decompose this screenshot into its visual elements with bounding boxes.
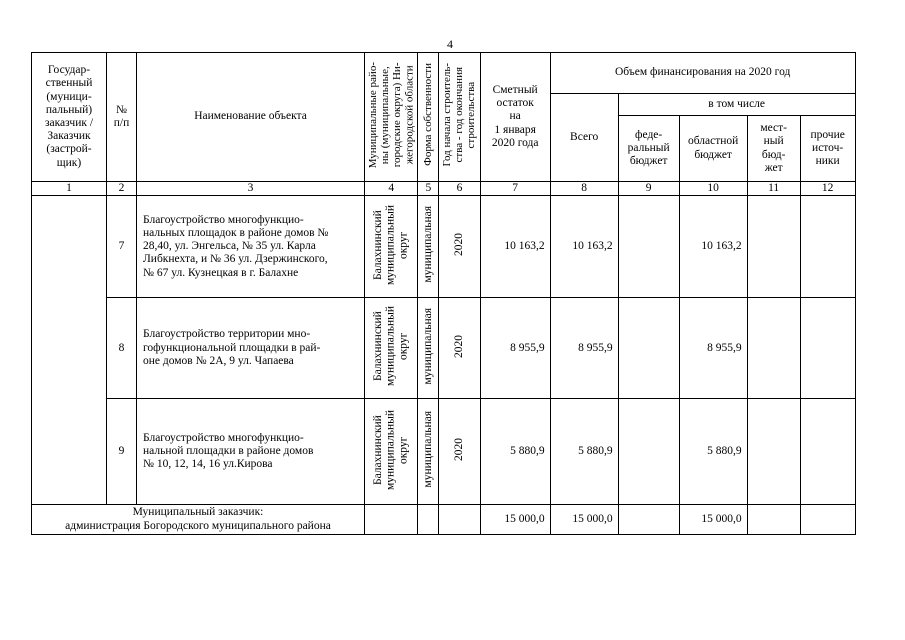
table-row <box>32 399 856 505</box>
federal-value <box>618 196 679 298</box>
year-text: 2020 <box>453 438 466 462</box>
header-balance: Сметный остаток на 1 января 2020 года <box>480 53 550 182</box>
header-years: Год начала строитель- ства - год окончания строительства <box>441 63 478 167</box>
column-number: 1 <box>32 182 107 196</box>
header-customer: Государ- ственный (муници- пальный) заказчик / Заказчик (застрой- щик) <box>32 53 107 182</box>
header-ownership-cell <box>418 53 439 182</box>
object-name: Благоустройство многофункцио- нальной площадки в районе домов № 10, 12, 14, 16 ул.Кирова <box>137 399 365 505</box>
header-row-1 <box>32 53 856 94</box>
column-number: 3 <box>137 182 365 196</box>
local-value <box>747 196 800 298</box>
summary-federal <box>618 505 679 535</box>
header-district-cell <box>365 53 418 182</box>
header-financing: Объем финансирования на 2020 год <box>550 53 855 94</box>
summary-balance: 15 000,0 <box>480 505 550 535</box>
table-row <box>32 298 856 399</box>
column-number: 10 <box>679 182 747 196</box>
year-text: 2020 <box>453 334 466 358</box>
summary-customer: Муниципальный заказчик: администрация Богородского муниципального района <box>32 505 365 535</box>
header-federal: феде- ральный бюджет <box>618 116 679 182</box>
federal-value <box>618 399 679 505</box>
other-value <box>800 399 855 505</box>
column-number: 4 <box>365 182 418 196</box>
header-total: Всего <box>550 94 618 182</box>
page-number: 4 <box>447 37 453 51</box>
district-cell <box>365 298 418 399</box>
summary-total: 15 000,0 <box>550 505 618 535</box>
district-text: Балахнинский муниципальный округ <box>372 204 410 285</box>
header-ownership: Форма собственности <box>422 63 435 167</box>
year-text: 2020 <box>453 233 466 257</box>
column-number: 6 <box>439 182 480 196</box>
regional-value: 5 880,9 <box>679 399 747 505</box>
ownership-text: муниципальная <box>422 307 435 385</box>
header-district: Муниципальные райо- ны (муниципальные, городские округа) Ни- жегородской области <box>367 61 416 169</box>
column-number: 2 <box>107 182 137 196</box>
header-local: мест- ный бюд- жет <box>747 116 800 182</box>
year-cell <box>439 399 480 505</box>
ownership-cell <box>418 196 439 298</box>
row-number: 7 <box>107 196 137 298</box>
ownership-text: муниципальная <box>422 411 435 488</box>
other-value <box>800 298 855 399</box>
header-other: прочие источ- ники <box>800 116 855 182</box>
ownership-cell <box>418 399 439 505</box>
balance-value: 8 955,9 <box>480 298 550 399</box>
customer-empty-cell <box>32 196 107 505</box>
column-number: 9 <box>618 182 679 196</box>
regional-value: 10 163,2 <box>679 196 747 298</box>
regional-value: 8 955,9 <box>679 298 747 399</box>
district-cell <box>365 399 418 505</box>
district-text: Балахнинский муниципальный округ <box>372 409 410 490</box>
column-number: 5 <box>418 182 439 196</box>
row-number: 8 <box>107 298 137 399</box>
header-regional: областной бюджет <box>679 116 747 182</box>
column-number: 7 <box>480 182 550 196</box>
local-value <box>747 298 800 399</box>
total-value: 8 955,9 <box>550 298 618 399</box>
other-value <box>800 196 855 298</box>
total-value: 5 880,9 <box>550 399 618 505</box>
district-text: Балахнинский муниципальный округ <box>372 306 410 387</box>
row-number: 9 <box>107 399 137 505</box>
ownership-text: муниципальная <box>422 206 435 283</box>
district-cell <box>365 196 418 298</box>
year-cell <box>439 196 480 298</box>
summary-empty-cell <box>439 505 480 535</box>
column-number: 12 <box>800 182 855 196</box>
summary-other <box>800 505 855 535</box>
header-years-cell <box>439 53 480 182</box>
header-including: в том числе <box>618 94 855 116</box>
object-name: Благоустройство территории мно- гофункциональной площадки в рай- оне домов № 2А, 9 ул. Чапаева <box>137 298 365 399</box>
object-name: Благоустройство многофункцио- нальных площадок в районе домов № 28,40, ул. Энгельса, № 35 ул. Карла Либкнехта, и № 36 ул. Дзержинского, № 67 ул. Кузнецкая в г. Балахне <box>137 196 365 298</box>
summary-row <box>32 505 856 535</box>
federal-value <box>618 298 679 399</box>
table-row <box>32 196 856 298</box>
year-cell <box>439 298 480 399</box>
summary-empty-cell <box>365 505 418 535</box>
local-value <box>747 399 800 505</box>
balance-value: 10 163,2 <box>480 196 550 298</box>
summary-empty-cell <box>418 505 439 535</box>
column-number: 11 <box>747 182 800 196</box>
column-numbers-row <box>32 182 856 196</box>
summary-regional: 15 000,0 <box>679 505 747 535</box>
financing-table <box>31 52 856 535</box>
header-object-name: Наименование объекта <box>137 53 365 182</box>
total-value: 10 163,2 <box>550 196 618 298</box>
column-number: 8 <box>550 182 618 196</box>
balance-value: 5 880,9 <box>480 399 550 505</box>
ownership-cell <box>418 298 439 399</box>
summary-local <box>747 505 800 535</box>
header-number: № п/п <box>107 53 137 182</box>
